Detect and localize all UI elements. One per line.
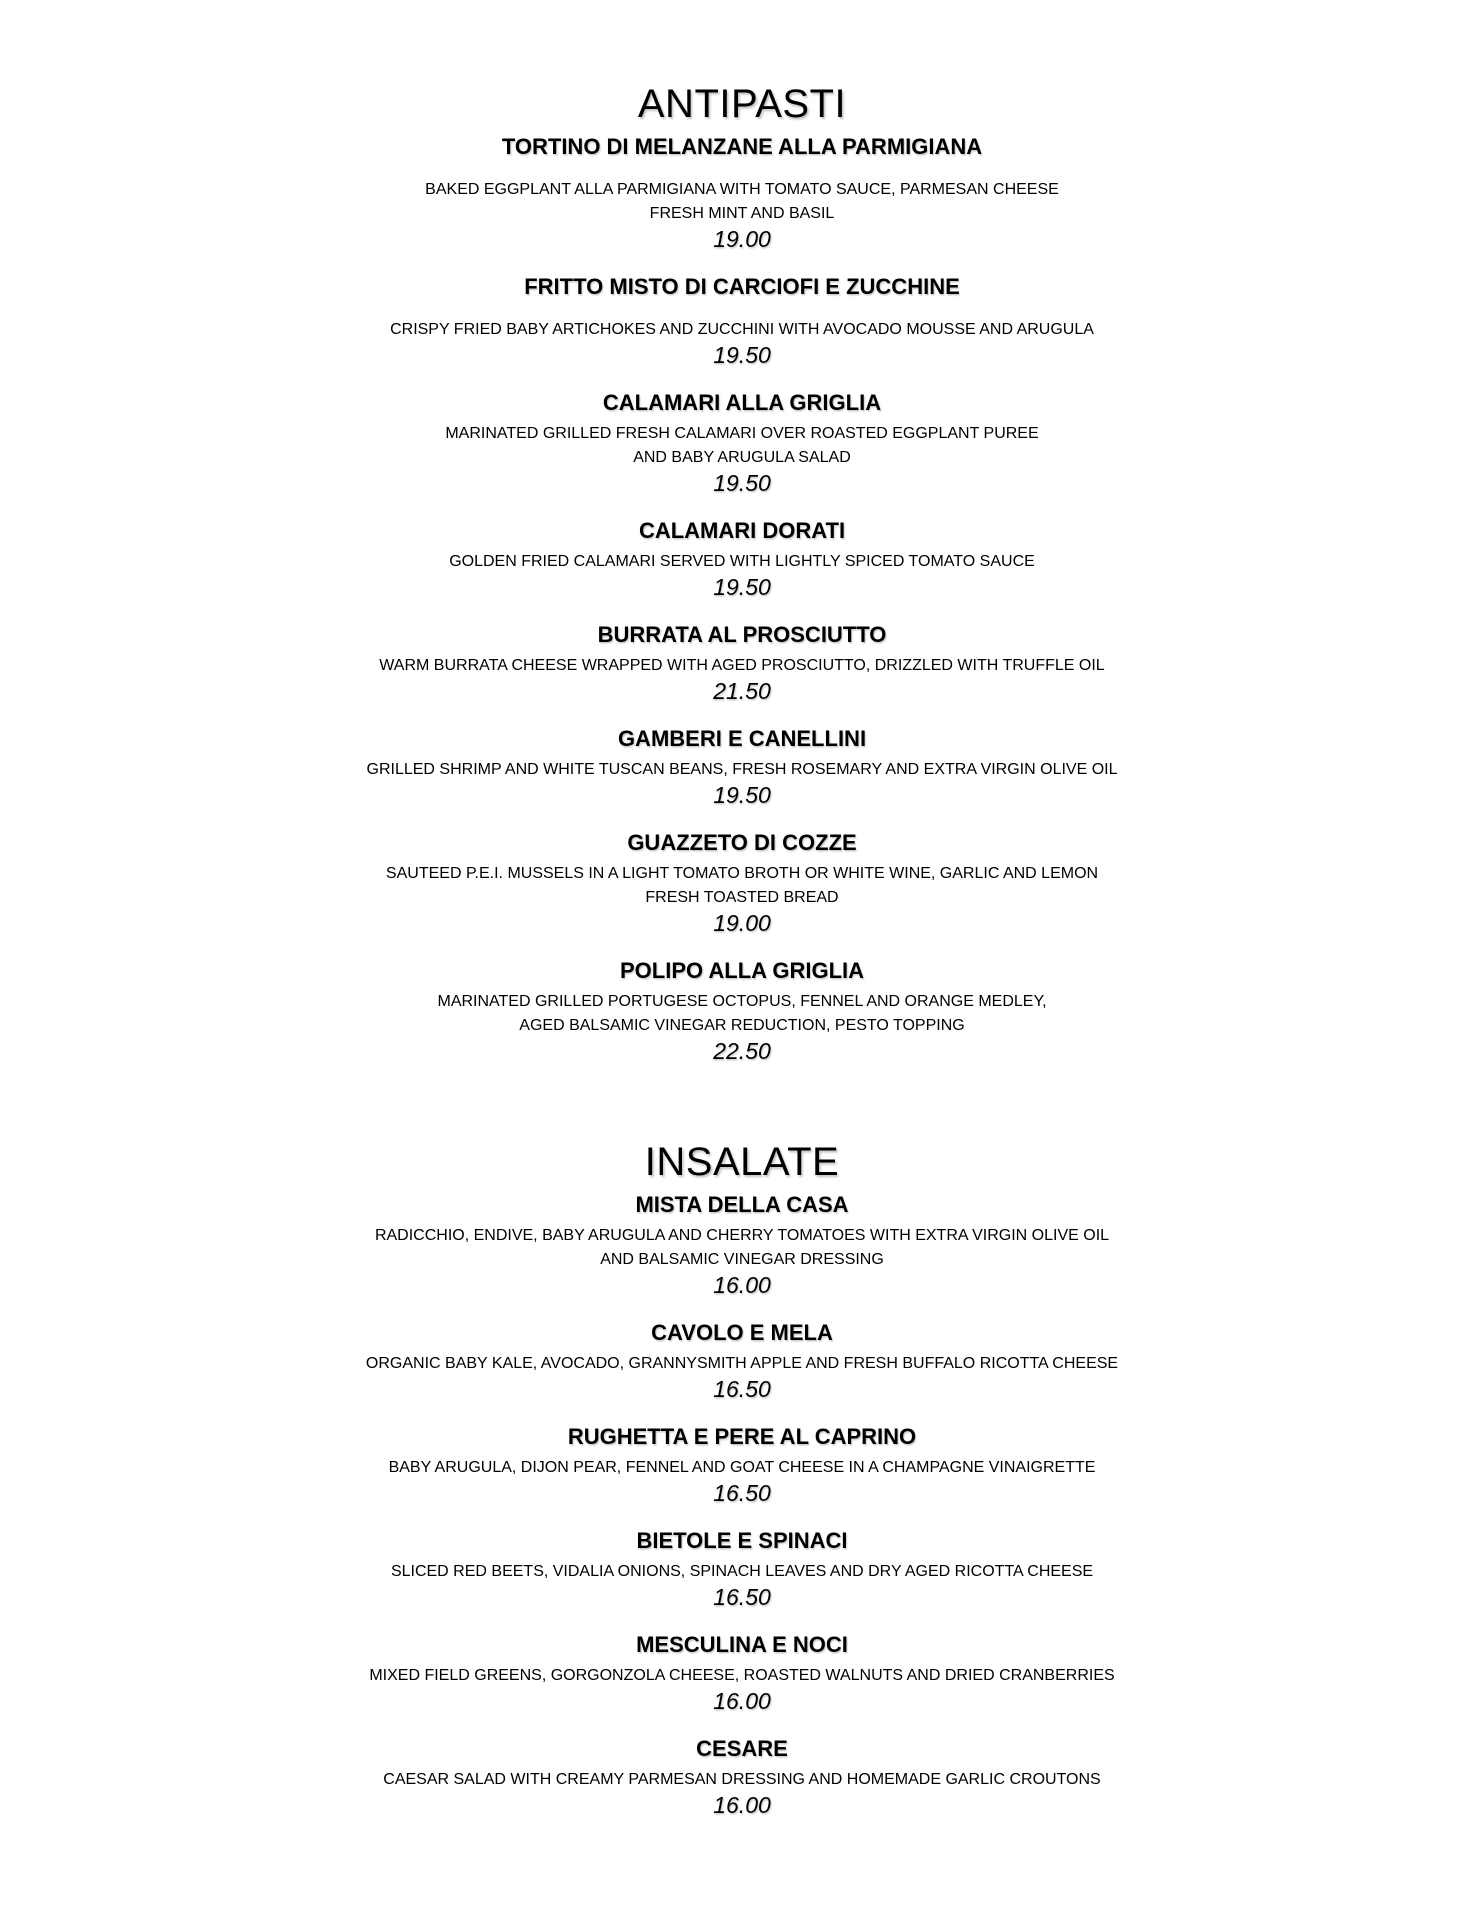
menu-item-price: 19.50 xyxy=(713,574,771,600)
menu-item-name: GAMBERI E CANELLINI xyxy=(617,726,867,751)
description-line: MARINATED GRILLED PORTUGESE OCTOPUS, FENNEL AND ORANGE MEDLEY, xyxy=(437,993,1047,1010)
menu-item-description xyxy=(0,422,1484,470)
menu-item-description xyxy=(0,654,1484,678)
description-line: AND BABY ARUGULA SALAD xyxy=(633,449,851,466)
menu-item-description xyxy=(0,758,1484,782)
menu-item-name: FRITTO MISTO DI CARCIOFI E ZUCCHINE xyxy=(524,274,960,299)
menu-item-price: 22.50 xyxy=(713,1038,771,1064)
description-line: MIXED FIELD GREENS, GORGONZOLA CHEESE, ROASTED WALNUTS AND DRIED CRANBERRIES xyxy=(369,1667,1115,1684)
description-line: FRESH TOASTED BREAD xyxy=(645,889,839,906)
menu-item-name: MISTA DELLA CASA xyxy=(635,1192,849,1217)
menu-item-description xyxy=(0,178,1484,226)
description-line: AGED BALSAMIC VINEGAR REDUCTION, PESTO TOPPING xyxy=(519,1017,965,1034)
menu-item-name: BIETOLE E SPINACI xyxy=(636,1528,848,1553)
menu-item-price: 16.00 xyxy=(713,1688,771,1714)
menu-item-description xyxy=(0,318,1484,342)
menu-item-name: POLIPO ALLA GRIGLIA xyxy=(619,958,865,983)
description-line: CRISPY FRIED BABY ARTICHOKES AND ZUCCHINI WITH AVOCADO MOUSSE AND ARUGULA xyxy=(390,321,1094,338)
description-line: MARINATED GRILLED FRESH CALAMARI OVER ROASTED EGGPLANT PUREE xyxy=(445,425,1039,442)
menu-item-description xyxy=(0,1456,1484,1480)
menu-item-price: 16.50 xyxy=(713,1480,771,1506)
description-line: WARM BURRATA CHEESE WRAPPED WITH AGED PROSCIUTTO, DRIZZLED WITH TRUFFLE OIL xyxy=(379,657,1105,674)
description-line: AND BALSAMIC VINEGAR DRESSING xyxy=(600,1251,884,1268)
description-line: ORGANIC BABY KALE, AVOCADO, GRANNYSMITH APPLE AND FRESH BUFFALO RICOTTA CHEESE xyxy=(365,1355,1119,1372)
description-line: BAKED EGGPLANT ALLA PARMIGIANA WITH TOMATO SAUCE, PARMESAN CHEESE xyxy=(425,181,1059,198)
menu-item-description xyxy=(0,1352,1484,1376)
menu-item-price: 19.00 xyxy=(713,910,771,936)
menu-item-name: MESCULINA E NOCI xyxy=(636,1632,848,1657)
description-line: BABY ARUGULA, DIJON PEAR, FENNEL AND GOAT CHEESE IN A CHAMPAGNE VINAIGRETTE xyxy=(388,1459,1096,1476)
description-line: CAESAR SALAD WITH CREAMY PARMESAN DRESSING AND HOMEMADE GARLIC CROUTONS xyxy=(383,1771,1101,1788)
menu-item-name: GUAZZETO DI COZZE xyxy=(627,830,857,855)
menu-item-description xyxy=(0,1768,1484,1792)
menu-item-price: 16.50 xyxy=(713,1376,771,1402)
menu-item-name: TORTINO DI MELANZANE ALLA PARMIGIANA xyxy=(501,134,983,159)
menu-item-name: CAVOLO E MELA xyxy=(651,1320,833,1345)
menu-item-name: RUGHETTA E PERE AL CAPRINO xyxy=(567,1424,917,1449)
menu-item-name: CALAMARI ALLA GRIGLIA xyxy=(602,390,882,415)
description-line: GRILLED SHRIMP AND WHITE TUSCAN BEANS, FRESH ROSEMARY AND EXTRA VIRGIN OLIVE OIL xyxy=(366,761,1118,778)
description-line: FRESH MINT AND BASIL xyxy=(649,205,835,222)
description-line: SLICED RED BEETS, VIDALIA ONIONS, SPINACH LEAVES AND DRY AGED RICOTTA CHEESE xyxy=(390,1563,1094,1580)
description-line: SAUTEED P.E.I. MUSSELS IN A LIGHT TOMATO BROTH OR WHITE WINE, GARLIC AND LEMON xyxy=(385,865,1099,882)
menu-item-price: 19.50 xyxy=(713,782,771,808)
menu-item-description xyxy=(0,862,1484,910)
menu-item-name: CESARE xyxy=(696,1736,788,1761)
menu-item-description xyxy=(0,1224,1484,1272)
section-title: INSALATE xyxy=(644,1140,840,1184)
menu-item-price: 19.50 xyxy=(713,342,771,368)
menu-item-name: BURRATA AL PROSCIUTTO xyxy=(597,622,887,647)
menu-item-price: 19.00 xyxy=(713,226,771,252)
menu-item-price: 16.00 xyxy=(713,1272,771,1298)
menu-item-description xyxy=(0,1560,1484,1584)
menu-item-price: 21.50 xyxy=(713,678,771,704)
section-title: ANTIPASTI xyxy=(637,82,847,126)
menu-item-description xyxy=(0,990,1484,1038)
menu-item-price: 16.50 xyxy=(713,1584,771,1610)
menu-item-description xyxy=(0,1664,1484,1688)
description-line: RADICCHIO, ENDIVE, BABY ARUGULA AND CHERRY TOMATOES WITH EXTRA VIRGIN OLIVE OIL xyxy=(374,1227,1110,1244)
menu-item-price: 19.50 xyxy=(713,470,771,496)
menu-item-price: 16.00 xyxy=(713,1792,771,1818)
description-line: GOLDEN FRIED CALAMARI SERVED WITH LIGHTLY SPICED TOMATO SAUCE xyxy=(449,553,1035,570)
menu-item-name: CALAMARI DORATI xyxy=(638,518,846,543)
menu-item-description xyxy=(0,550,1484,574)
